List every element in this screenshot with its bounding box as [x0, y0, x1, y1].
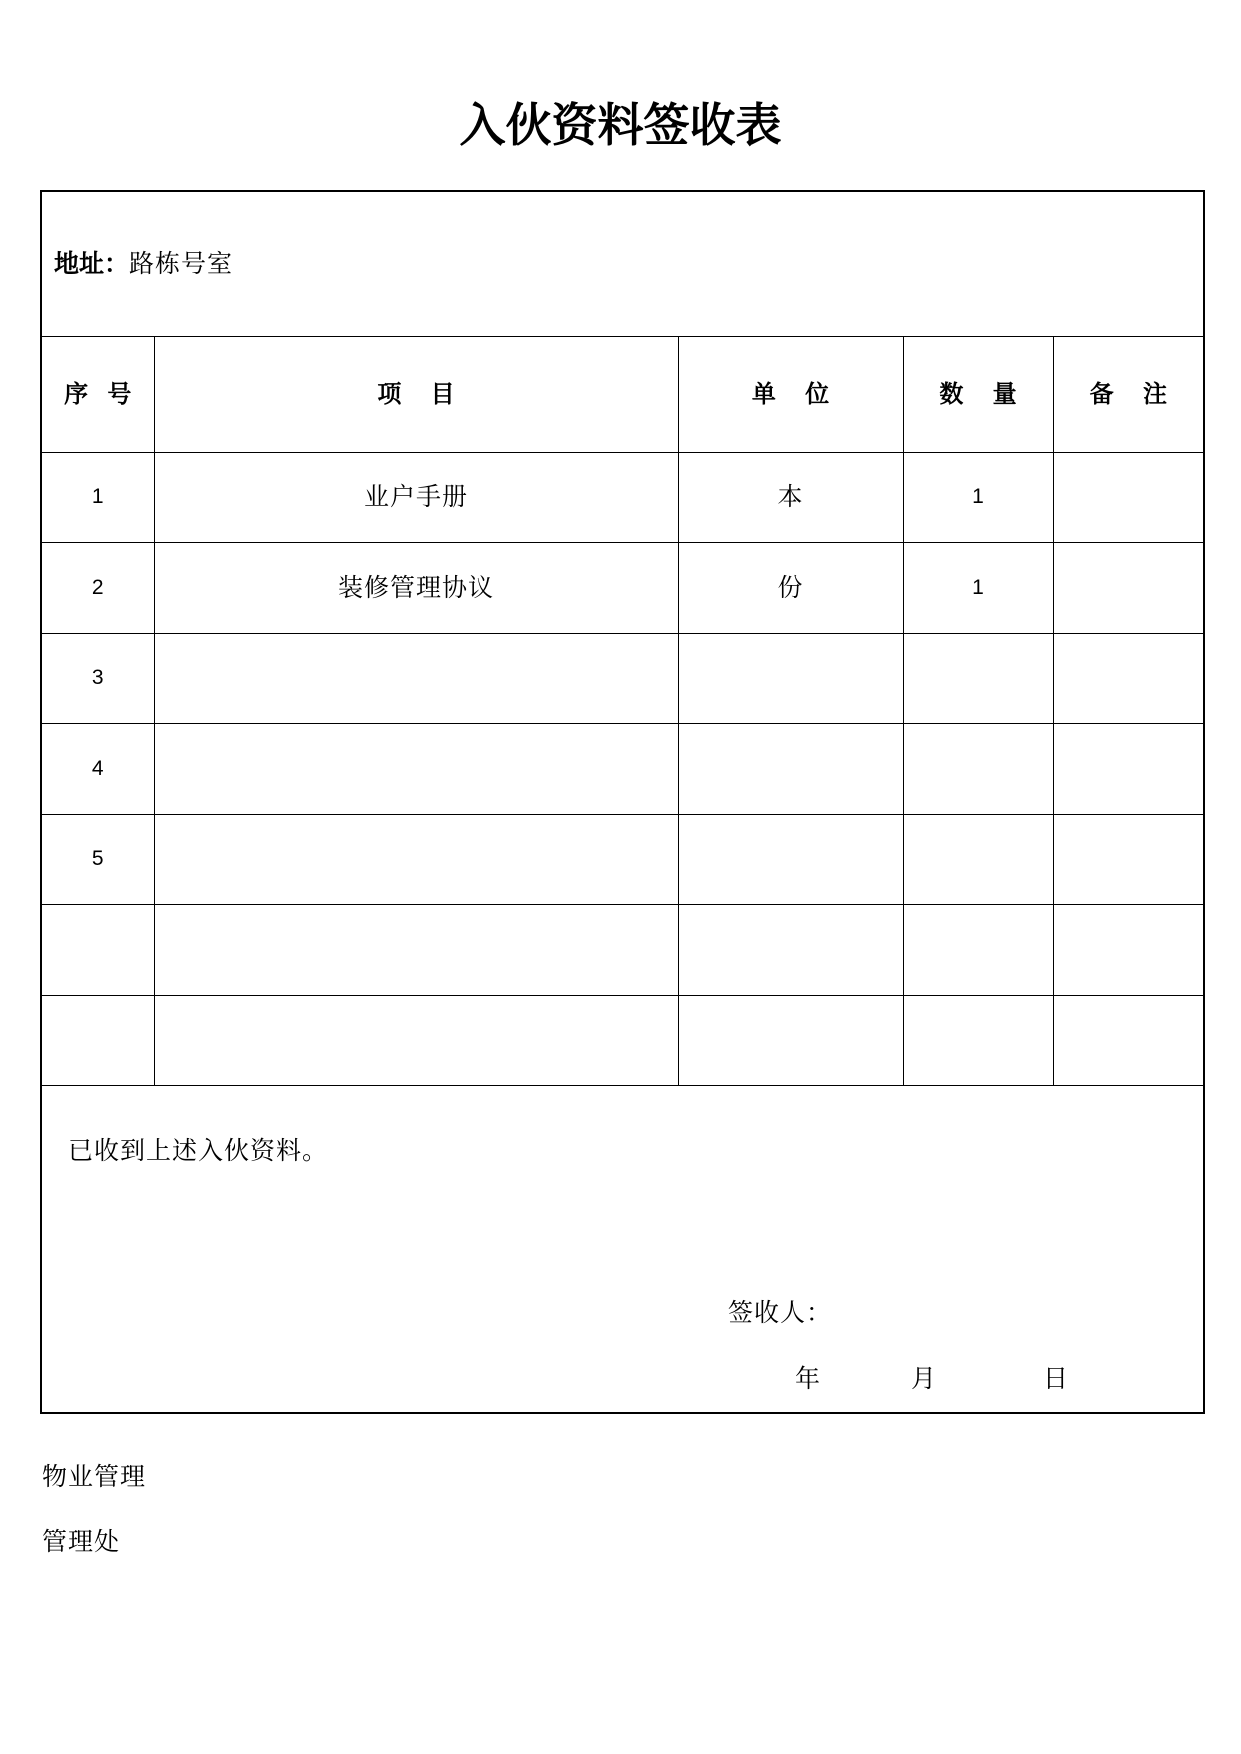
cell-unit	[678, 724, 903, 815]
cell-unit: 本	[678, 452, 903, 543]
header-seq-label: 序 号	[64, 380, 132, 408]
footer-company: 物业管理	[42, 1462, 147, 1491]
cell-quantity: 1	[903, 452, 1053, 543]
cell-seq: 4	[41, 724, 154, 815]
cell-item	[154, 633, 678, 724]
address-label: 地址：	[54, 248, 130, 278]
cell-remark	[1053, 905, 1204, 996]
cell-remark	[1053, 724, 1204, 815]
table-row	[41, 814, 1204, 905]
cell-item	[154, 995, 678, 1086]
header-cell-unit	[678, 336, 903, 452]
cell-item	[154, 724, 678, 815]
receipt-block	[42, 1086, 1203, 1411]
receipt-statement: 已收到上述入伙资料。	[68, 1136, 329, 1165]
cell-unit	[678, 814, 903, 905]
header-item-label: 项 目	[377, 380, 455, 408]
header-quantity-label: 数 量	[939, 380, 1017, 408]
address-value: 路栋号室	[129, 248, 234, 278]
cell-quantity	[903, 905, 1053, 996]
table-row	[41, 995, 1204, 1086]
cell-quantity	[903, 633, 1053, 724]
header-unit-label: 单 位	[751, 380, 830, 408]
cell-quantity	[903, 724, 1053, 815]
cell-seq: 1	[41, 452, 154, 543]
receipt-cell	[41, 1086, 1204, 1413]
page-title: 入伙资料签收表	[459, 98, 782, 152]
cell-seq	[41, 905, 154, 996]
date-day-label: 日	[1043, 1364, 1070, 1393]
footer-office: 管理处	[42, 1527, 121, 1556]
cell-remark	[1053, 543, 1204, 634]
cell-remark	[1053, 633, 1204, 724]
cell-unit	[678, 995, 903, 1086]
table-row	[41, 452, 1204, 543]
address-row	[41, 191, 1204, 336]
receipt-row	[41, 1086, 1204, 1413]
cell-item	[154, 905, 678, 996]
signer-label: 签收人：	[728, 1298, 833, 1327]
cell-unit: 份	[678, 543, 903, 634]
header-remark-label: 备 注	[1089, 380, 1167, 408]
cell-item: 装修管理协议	[154, 543, 678, 634]
cell-remark	[1053, 452, 1204, 543]
cell-item	[154, 814, 678, 905]
cell-remark	[1053, 995, 1204, 1086]
table-row	[41, 724, 1204, 815]
receipt-form-table	[40, 190, 1205, 1414]
cell-seq: 2	[41, 543, 154, 634]
cell-unit	[678, 905, 903, 996]
header-row	[41, 336, 1204, 452]
header-cell-remark	[1053, 336, 1204, 452]
cell-remark	[1053, 814, 1204, 905]
table-row	[41, 543, 1204, 634]
cell-item: 业户手册	[154, 452, 678, 543]
table-row	[41, 905, 1204, 996]
date-year-label: 年	[795, 1364, 822, 1393]
date-month-label: 月	[911, 1364, 938, 1393]
header-cell-item	[154, 336, 678, 452]
cell-seq: 5	[41, 814, 154, 905]
table-row	[41, 633, 1204, 724]
cell-quantity	[903, 995, 1053, 1086]
cell-seq	[41, 995, 154, 1086]
cell-seq: 3	[41, 633, 154, 724]
cell-quantity	[903, 814, 1053, 905]
address-cell	[41, 191, 1204, 336]
header-cell-seq	[41, 336, 154, 452]
cell-quantity: 1	[903, 543, 1053, 634]
header-cell-quantity	[903, 336, 1053, 452]
cell-unit	[678, 633, 903, 724]
